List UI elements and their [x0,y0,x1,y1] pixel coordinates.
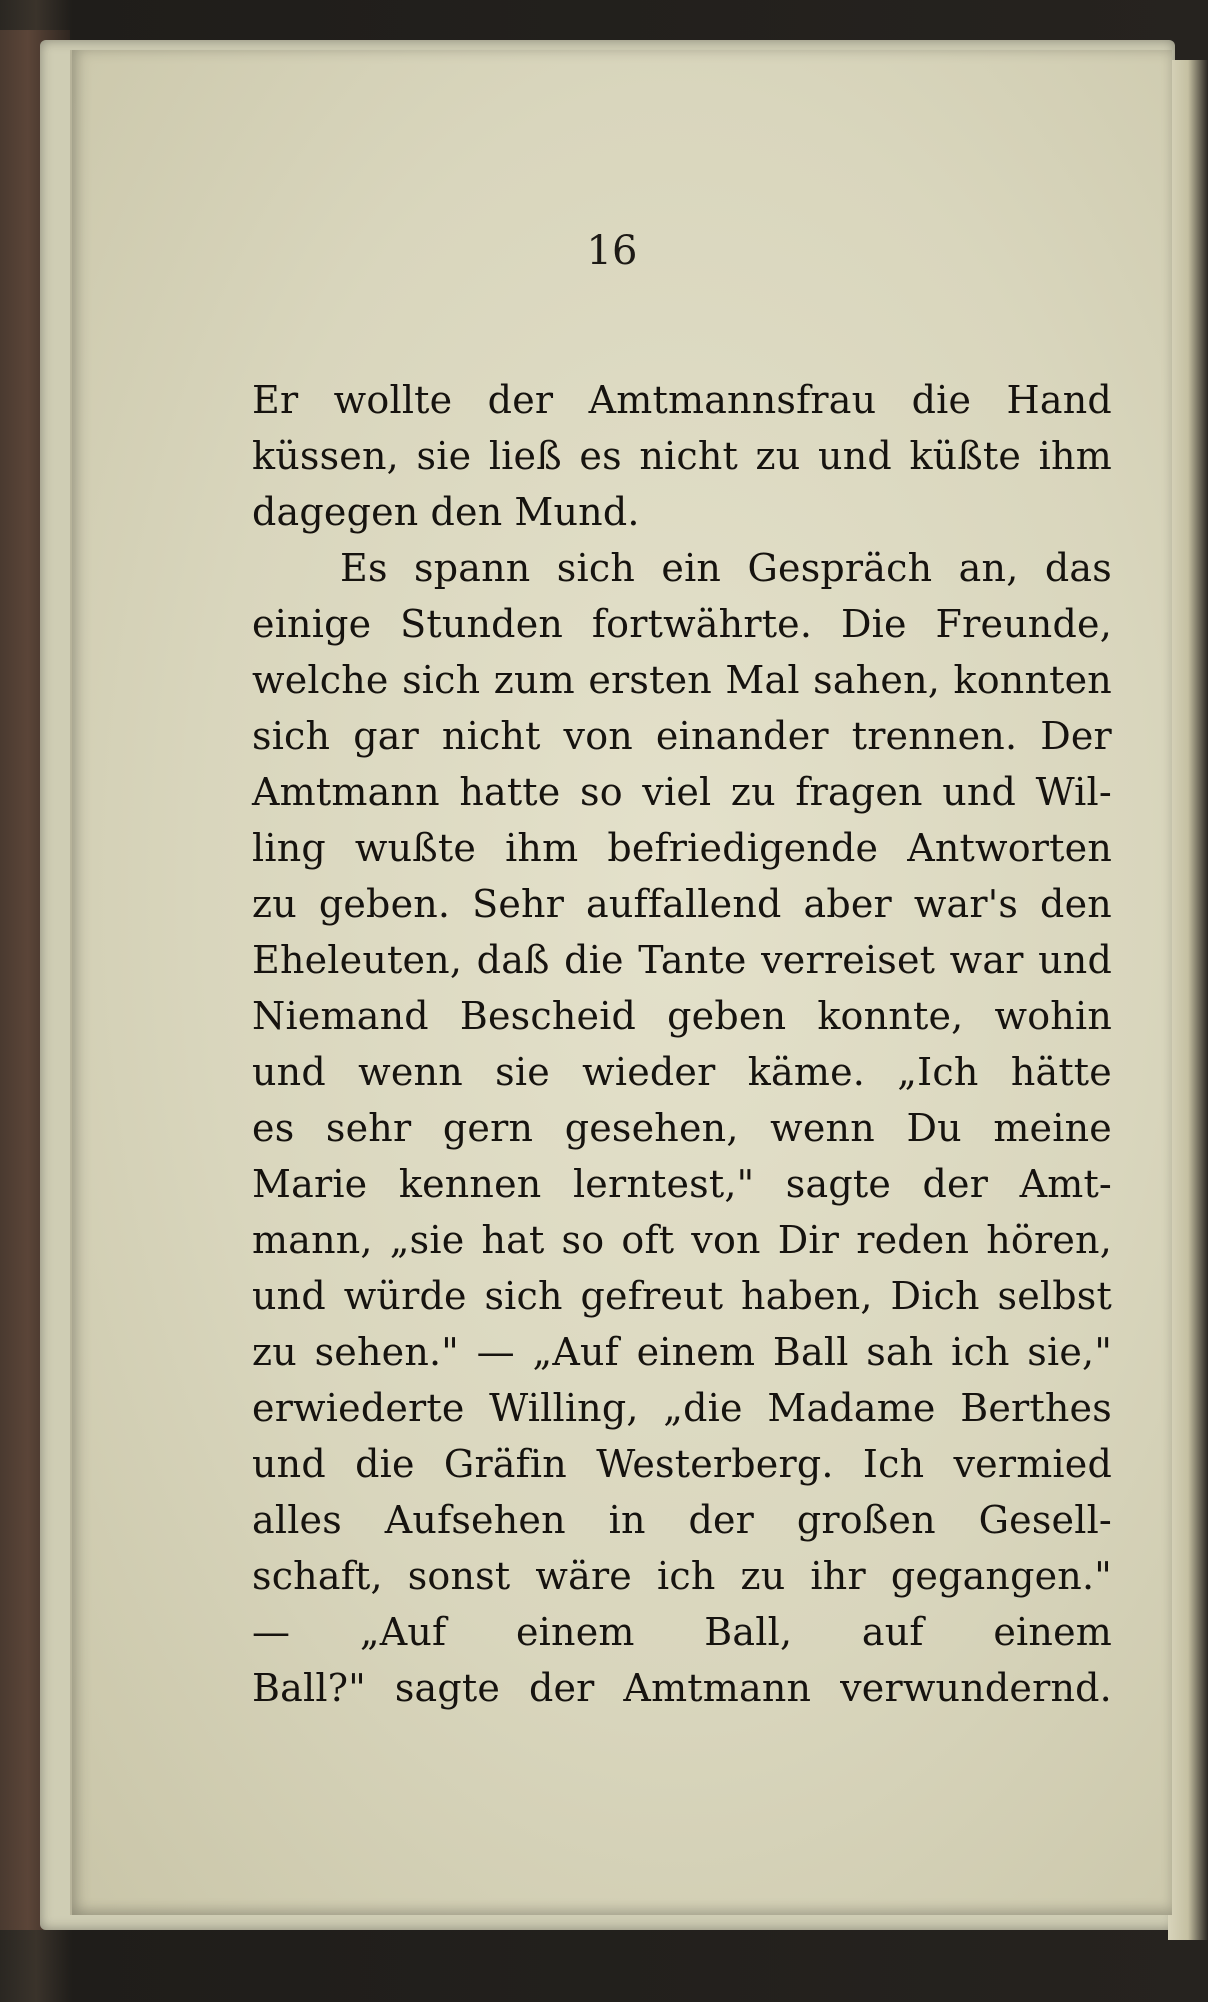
text-line: — „Auf einem Ball, auf einem [252,1610,1112,1654]
text-line: Ball?" sagte der Amtmann verwundernd. [252,1666,1112,1710]
text-line: und wenn sie wieder käme. „Ich hätte [252,1050,1112,1094]
page-number: 16 [586,228,638,274]
text-line: zu sehen." — „Auf einem Ball sah ich sie," [252,1330,1112,1374]
book-page [70,50,1172,1915]
text-line: küssen, sie ließ es nicht zu und küßte ihm [252,434,1112,478]
text-line: Marie kennen lerntest," sagte der Amt- [252,1162,1112,1206]
text-line: alles Aufsehen in der großen Gesell- [252,1498,1112,1542]
text-line: erwiederte Willing, „die Madame Berthes [252,1386,1112,1430]
text-line: es sehr gern gesehen, wenn Du meine [252,1106,1112,1150]
page-right-edge [1168,60,1208,1940]
text-line: und die Gräfin Westerberg. Ich vermied [252,1442,1112,1486]
text-line: sich gar nicht von einander trennen. Der [252,714,1112,758]
text-line: mann, „sie hat so oft von Dir reden hören, [252,1218,1112,1262]
text-line: schaft, sonst wäre ich zu ihr gegangen." [252,1554,1112,1598]
text-line: Eheleuten, daß die Tante verreiset war und [252,938,1112,982]
text-line: einige Stunden fortwährte. Die Freunde, [252,602,1112,646]
text-line: Amtmann hatte so viel zu fragen und Wil- [252,770,1112,814]
text-line: und würde sich gefreut haben, Dich selbst [252,1274,1112,1318]
text-line: zu geben. Sehr auffallend aber war's den [252,882,1112,926]
text-line: ling wußte ihm befriedigende Antworten [252,826,1112,870]
text-line: Niemand Bescheid geben konnte, wohin [252,994,1112,1038]
text-line: welche sich zum ersten Mal sahen, konnten [252,658,1112,702]
text-line: dagegen den Mund. [252,490,640,534]
text-line: Er wollte der Amtmannsfrau die Hand [252,378,1112,422]
body-text [252,372,1112,1716]
text-line: Es spann sich ein Gespräch an, das [340,546,1112,590]
